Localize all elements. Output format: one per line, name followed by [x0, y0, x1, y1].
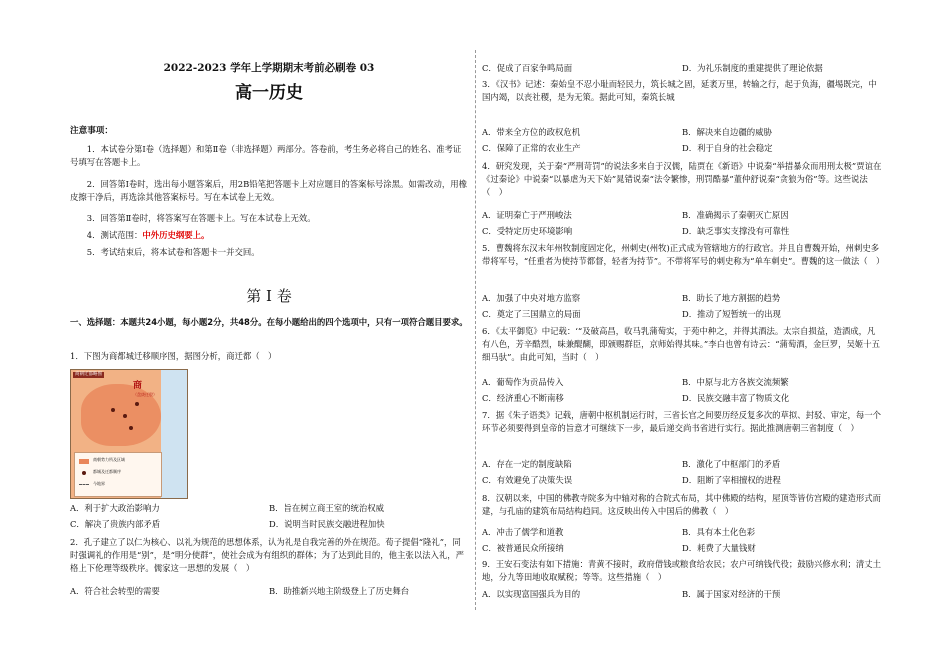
question-7-option-a: A．存在一定的制度缺陷 — [482, 459, 572, 469]
question-2-option-c: C．促成了百家争鸣局面 — [482, 63, 573, 73]
legend-swatch-territory — [79, 459, 89, 464]
question-8-option-b: B．具有本土化色彩 — [682, 527, 756, 537]
capital-marker — [129, 426, 133, 430]
legend-territory: 商朝势力所及区域 — [93, 457, 125, 462]
question-4-option-d: D．缺乏事实支撑没有可靠性 — [682, 226, 790, 236]
notice-item-2: 2．回答第Ⅰ卷时，选出每小题答案后，用2B铅笔把答题卡上对应题目的答案标号涂黑。如需改动，用橡皮擦干净后，再选涂其他答案标号。写在本试卷上无效。 — [70, 179, 468, 203]
question-3-option-c: C．保障了正常的农业生产 — [482, 143, 581, 153]
question-9-option-a: A．以实现富国强兵为目的 — [482, 589, 581, 599]
map-legend — [74, 452, 162, 497]
question-5-option-d: D．推动了短暂统一的出现 — [682, 309, 781, 319]
capital-marker — [111, 408, 115, 412]
question-4-option-b: B．准确揭示了秦朝灭亡原因 — [682, 210, 789, 220]
column-divider — [475, 50, 476, 610]
question-3-stem: 3．《汉书》记述：秦始皇不忍小耻而轻民力，筑长城之固，延袤万里，转输之行，起于负海，疆埸既完，中国内竭，以丧社稷，是为无策。据此可知，秦筑长城 — [482, 79, 877, 103]
question-3-option-a: A．带来全方位的政权危机 — [482, 127, 581, 137]
subject-title: 高一历史 — [235, 83, 303, 103]
question-1-option-c: C．解决了贵族内部矛盾 — [70, 519, 161, 529]
map-shang-sublabel: （盘庚迁殷） — [133, 392, 157, 397]
question-1-option-b: B．旨在树立商王室的统治权威 — [269, 503, 385, 513]
notice-item-4-label: 4．测试范围： — [86, 230, 143, 240]
question-7-option-c: C．有效避免了决策失误 — [482, 475, 573, 485]
question-7-option-d: D．阻断了宰相擅权的进程 — [682, 475, 781, 485]
question-1-option-d: D．说明当时民族交融进程加快 — [269, 519, 385, 529]
question-8-option-a: A．冲击了儒学和道教 — [482, 527, 564, 537]
question-5-option-c: C．奠定了三国鼎立的局面 — [482, 309, 581, 319]
question-8-stem: 8．汉朝以来，中国的佛教寺院多为中轴对称的合院式布局，其中佛殿的结构，屋顶等皆仿宫殿的建造形式而建，与孔庙的建筑布局结构趋同。这反映出传入中国后的佛教（ ） — [482, 493, 881, 517]
legend-boundary: 今地界 — [93, 481, 105, 486]
capital-marker — [123, 414, 127, 418]
question-3-option-b: B．解决来自边疆的威胁 — [682, 127, 772, 137]
notice-item-4 — [70, 229, 468, 242]
question-5-option-b: B．助长了地方割据的趋势 — [682, 293, 781, 303]
question-2-option-d: D．为礼乐制度的重建提供了理论依据 — [682, 63, 823, 73]
left-column — [70, 0, 468, 672]
map-title: 商朝迁都略图 — [75, 372, 102, 377]
legend-capital: 都城及迁都顺序 — [93, 469, 121, 474]
question-3-option-d: D．利于自身的社会稳定 — [682, 143, 773, 153]
exam-title: 2022-2023 学年上学期期末考前必刷卷 03 — [163, 62, 375, 74]
shang-capital-map — [70, 369, 188, 499]
notice-item-5: 5．考试结束后，将本试卷和答题卡一并交回。 — [86, 247, 260, 257]
section-heading: 一、选择题：本题共24小题，每小题2分，共48分。在每小题给出的四个选项中，只有一项符合题目要求。 — [70, 317, 468, 327]
question-4-option-c: C．受特定历史环境影响 — [482, 226, 573, 236]
question-1-option-a: A．利于扩大政治影响力 — [70, 503, 160, 513]
notice-item-3: 3．回答第Ⅱ卷时，将答案写在答题卡上。写在本试卷上无效。 — [86, 213, 316, 223]
question-6-option-b: B．中原与北方各族交流频繁 — [682, 377, 789, 387]
legend-swatch-boundary — [79, 484, 89, 485]
capital-marker — [135, 402, 139, 406]
question-5-option-a: A．加强了中央对地方监察 — [482, 293, 581, 303]
question-4-stem: 4．研究发现，关于秦“严刑苛罚”的说法多来自于汉儒，陆贾在《新语》中说秦“举措暴众而用刑太极”贾谊在《过秦论》中说秦“以暴虐为天下始”晁错说秦“法令繁惨，刑罚酷暴”董仲舒说秦“贪狼为俗”等。这些说法（ ） — [482, 161, 882, 198]
test-scope: 中外历史纲要上。 — [142, 230, 210, 240]
question-6-option-d: D．民族交融丰富了物质文化 — [682, 393, 790, 403]
map-sea — [161, 370, 187, 498]
question-6-stem: 6．《太平御览》中记载：‘“及破高昌，收马乳蒲萄实，于苑中种之，并得其酒法。太宗自损益，造酒成，凡有八色，芳辛酷烈，味兼醍醐，即颁赐群臣，京师始得其味。”李白也曾有诗云：“蒲萄酒，金巨罗，吴姬十五细马驮”。由此可知，当时（ ） — [482, 326, 880, 363]
question-2-option-b: B．助推新兴地主阶级登上了历史舞台 — [269, 586, 410, 596]
question-6-option-a: A．葡萄作为贡品传入 — [482, 377, 564, 387]
question-6-option-c: C．经济重心不断南移 — [482, 393, 564, 403]
question-9-stem: 9．王安石变法有如下措施：青黄不接时，政府借钱或粮食给农民；农户可纳钱代役；鼓励兴修水利；清丈土地，分九等田地收取赋税；等等。这些措施（ ） — [482, 559, 881, 583]
question-8-option-c: C．被普通民众所接纳 — [482, 543, 564, 553]
question-9-option-b: B．属于国家对经济的干预 — [682, 589, 781, 599]
notice-heading: 注意事项： — [70, 126, 113, 136]
question-2-stem: 2．孔子建立了以仁为核心、以礼为规范的思想体系，认为礼是自我完善的外在规范。荀子提倡“隆礼”，同时强调礼的作用是“别”，是“明分使群”，使社会成为有组织的群体；为了达到此目的，他主张以法入礼，严格上下伦理等级秩序。儒家这一思想的发展（ ） — [70, 537, 464, 574]
question-8-option-d: D．耗费了大量钱财 — [682, 543, 756, 553]
map-shang-label: 商 — [133, 381, 143, 391]
question-7-stem: 7．据《朱子语类》记载，唐朝中枢机制运行时，三省长官之间要历经反复多次的草拟、封驳、审定，每一个环节必须要得到皇帝的旨意才可继续下一步，最后递交尚书省进行实行。据此推测唐朝三省制度（ ） — [482, 410, 881, 434]
part-one-title: 第 I 卷 — [246, 287, 292, 305]
notice-item-1: 1．本试卷分第Ⅰ卷（选择题）和第Ⅱ卷（非选择题）两部分。答卷前，考生务必将自己的姓名、准考证号填写在答题卡上。 — [70, 144, 462, 168]
question-4-option-a: A．证明秦亡于严刑峻法 — [482, 210, 572, 220]
legend-swatch-capital — [82, 471, 86, 475]
question-2-option-a: A．符合社会转型的需要 — [70, 586, 160, 596]
question-7-option-b: B．激化了中枢部门的矛盾 — [682, 459, 781, 469]
question-1-stem: 1．下图为商都城迁移顺序图，据图分析，商迁都（ ） — [70, 351, 277, 361]
question-5-stem: 5．曹魏将东汉末年州牧制度固定化，州刺史(州牧)正式成为管辖地方的行政官。并且自曹魏开始，州刺史多带将军号，“任重者为使持节都督，轻者为持节”。不带将军号的刺史称为“单车刺史”。曹魏的这一做法（ ） — [482, 243, 885, 267]
right-column — [482, 0, 885, 672]
